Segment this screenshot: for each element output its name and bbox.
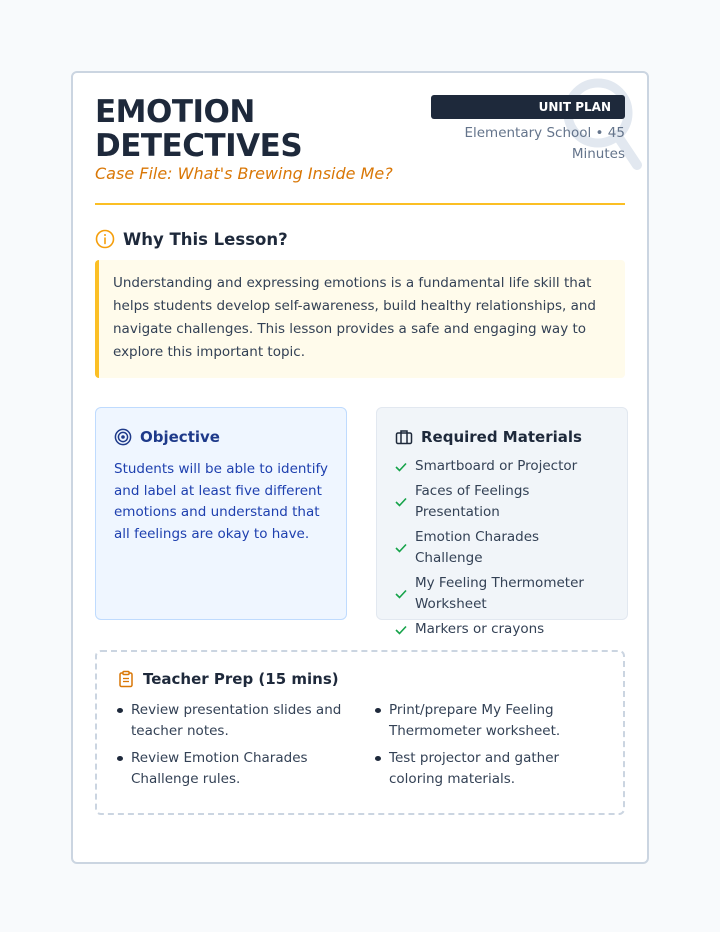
material-item: [395, 573, 609, 615]
prep-item-text: Review presentation slides and teacher notes.: [131, 702, 342, 739]
check-icon: [395, 589, 407, 599]
why-heading-text: Why This Lesson?: [123, 229, 288, 249]
prep-item-text: Print/prepare My Feeling Thermometer worksheet.: [389, 702, 561, 739]
bullet-icon: [375, 708, 381, 713]
prep-item: [375, 700, 603, 742]
objective-heading: [114, 428, 328, 446]
objective-text: Students will be able to identify and label at least five different emotions and understand that all feelings are okay to have.: [114, 461, 328, 542]
material-item: [395, 619, 609, 640]
clipboard-icon: [117, 670, 135, 688]
check-icon: [395, 543, 407, 553]
header: [95, 95, 625, 185]
prep-item: [117, 748, 345, 790]
page-title: [95, 95, 395, 163]
material-item: [395, 527, 609, 569]
material-label: Faces of Feelings Presentation: [415, 483, 530, 520]
why-callout: [95, 260, 625, 378]
info-circle-icon: [95, 229, 115, 249]
check-icon: [395, 625, 407, 635]
title-line-1: EMOTION: [95, 94, 255, 130]
objective-card: [95, 407, 347, 620]
check-icon: [395, 462, 407, 472]
target-icon: [114, 428, 132, 446]
material-label: Markers or crayons: [415, 621, 545, 637]
material-label: My Feeling Thermometer Worksheet: [415, 575, 584, 612]
teacher-prep-list: [117, 700, 603, 790]
objective-heading-text: Objective: [140, 428, 220, 446]
bullet-icon: [117, 708, 123, 713]
prep-item-text: Review Emotion Charades Challenge rules.: [131, 750, 308, 787]
bullet-icon: [375, 756, 381, 761]
materials-heading-text: Required Materials: [421, 428, 582, 446]
why-section-heading: [95, 229, 288, 249]
material-label: Smartboard or Projector: [415, 458, 578, 474]
why-text: Understanding and expressing emotions is a fundamental life skill that helps students develop self-awareness, build healthy relationships, and navigate challenges. This lesson provides a safe and engaging way to explore this important topic.: [113, 275, 596, 360]
header-divider: [95, 203, 625, 205]
material-item: [395, 481, 609, 523]
materials-card: [376, 407, 628, 637]
case-file-subtitle: Case File: What's Brewing Inside Me?: [95, 164, 393, 183]
lesson-card: [71, 71, 649, 864]
briefcase-icon: [395, 428, 413, 446]
materials-list: [395, 456, 609, 640]
material-label: Emotion Charades Challenge: [415, 529, 540, 566]
bullet-icon: [117, 756, 123, 761]
prep-item-text: Test projector and gather coloring materials.: [389, 750, 560, 787]
grade-duration-meta: Elementary School • 45 Minutes: [464, 125, 625, 162]
check-icon: [395, 497, 407, 507]
teacher-prep-heading-text: Teacher Prep (15 mins): [143, 670, 339, 688]
teacher-prep-heading: [117, 670, 603, 688]
material-item: [395, 456, 609, 477]
unit-plan-badge: UNIT PLAN: [431, 95, 625, 119]
prep-item: [375, 748, 603, 790]
materials-heading: [395, 428, 609, 446]
prep-item: [117, 700, 345, 742]
teacher-prep-card: [95, 650, 625, 815]
title-line-2: DETECTIVES: [95, 128, 303, 164]
